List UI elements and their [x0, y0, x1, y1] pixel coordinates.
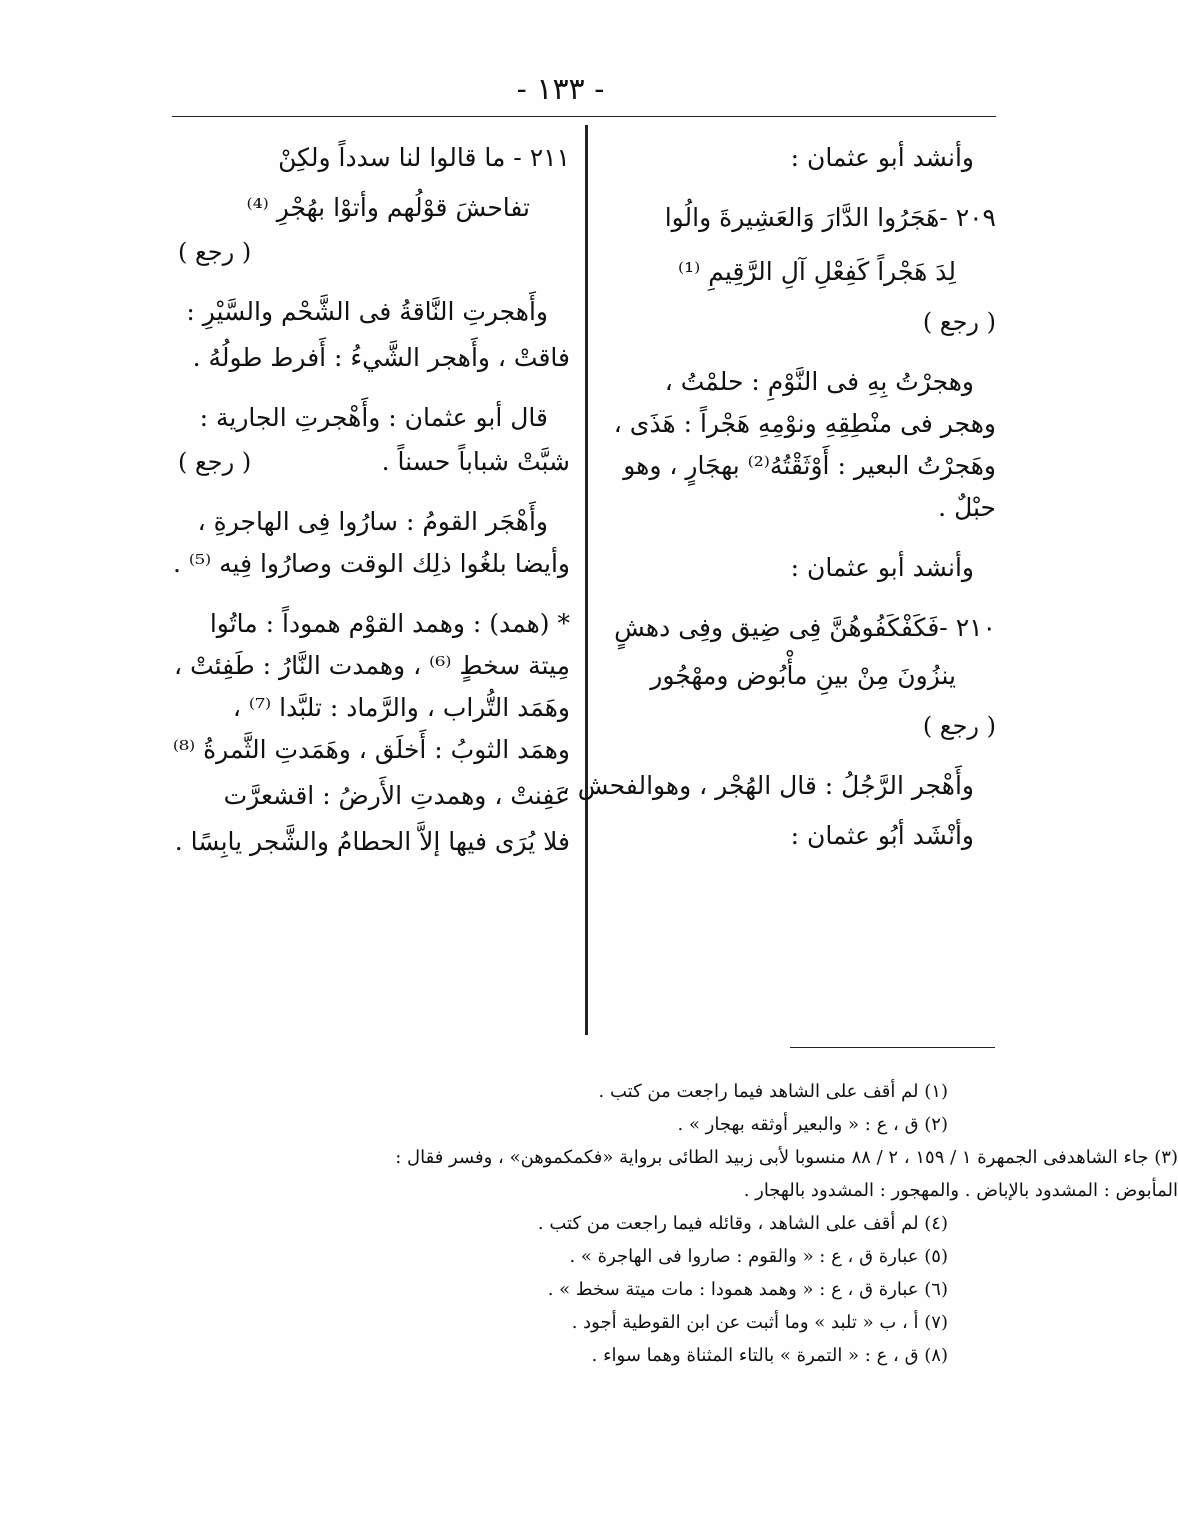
text-line: فاقتْ ، وأَهجر الشَّيءُ : أَفرط طولُهُ . [192, 343, 570, 372]
reference-tag: ( رجع ) [922, 308, 996, 336]
text-line: وأَهجرتِ النَّاقةُ فى الشَّحْم والسَّيْرِ : [186, 297, 548, 326]
text-line: عَفِنتْ ، وهمدتِ الأَرضُ : اقشعرَّت [223, 781, 570, 810]
text-line: وأنْشَد أبُو عثمان : [790, 821, 974, 850]
text-line-with-tag [178, 444, 570, 480]
reference-tag: ( رجع ) [922, 712, 996, 740]
verse-line: تفاحشَ قوْلُهم وأتوْا بهُجْرِ ⁽⁴⁾ [246, 193, 530, 222]
text-line: وهجر فى منْطِقِهِ ونوْمِهِ هَجْراً : هَذَى ، [613, 409, 996, 438]
footnote-continuation: المأبوض : المشدود بالإباض . والمهجور : المشدود بالهجار . [743, 1180, 1178, 1201]
text-fragment: شبَّتْ شباباً حسناً . [381, 447, 570, 476]
verse-line: ٢١١ - ما قالوا لنا سدداً ولكِنْ [278, 143, 570, 172]
footnote: (٣) جاء الشاهدفى الجمهرة ١ / ١٥٩ ، ٢ / ٨٨ منسوبا لأبى زبيد الطائى برواية «فكمكموهن» ، وفسر فقال : [395, 1147, 1178, 1168]
text-line: فلا يُرَى فيها إلاَّ الحطامُ والشَّجر يابِسًا . [174, 827, 570, 856]
text-line: وهَمَد التُّراب ، والرَّماد : تلبَّدا ⁽⁷⁾ ، [232, 693, 570, 722]
text-line: وهَجرْتُ البعير : أَوْثَقْتُهُ⁽²⁾ بهجَارٍ ، وهو [623, 451, 996, 480]
text-line: حبْلٌ . [938, 493, 996, 522]
verse-line: ينزُونَ مِنْ بينِ مأْبُوض ومهْجُور [650, 661, 956, 690]
verse-line: ٢١٠ -فَكَفْكَفُوهُنَّ فِى ضِيق وفِى دهشٍ [614, 613, 996, 642]
intro-line: وأنشد أبو عثمان : [790, 143, 974, 172]
footnote: (٤) لم أقف على الشاهد ، وقائله فيما راجعت من كتب . [537, 1213, 948, 1234]
footnotes [178, 1075, 1178, 1372]
right-column [561, 140, 996, 854]
verse-line: ٢٠٩ -هَجَرُوا الدَّارَ وَالعَشِيرةَ والُوا [664, 203, 996, 232]
text-line: وأَهْجر الرَّجُلُ : قال الهُجْر ، وهوالفحش ، [561, 771, 974, 800]
text-line: وأيضا بلغُوا ذلِك الوقت وصارُوا فِيه ⁽⁵⁾ . [172, 549, 570, 578]
header-rule [172, 116, 996, 117]
intro-line: وأنشد أبو عثمان : [790, 553, 974, 582]
text-line: قال أبو عثمان : وأَهْجرتِ الجارية : [199, 403, 548, 432]
text-line: مِيتة سخطٍ ⁽⁶⁾ ، وهمدت النَّارُ : طَفِئتْ ، [174, 651, 570, 680]
verse-line: لِدَ هَجْراً كَفِعْلِ آلِ الرَّقِيمِ ⁽¹⁾ [678, 257, 956, 286]
footnote: (٨) ق ، ع : « التمرة » بالتاء المثناة وهما سواء . [591, 1345, 948, 1366]
footnote: (١) لم أقف على الشاهد فيما راجعت من كتب . [598, 1081, 948, 1102]
reference-tag: ( رجع ) [178, 238, 252, 266]
text-line: وهمَد الثوبُ : أَخلَق ، وهَمَدتِ الثَّمرةُ ⁽⁸⁾ [172, 735, 570, 764]
footnote: (٦) عبارة ق ، ع : « وهمد همودا : مات ميتة سخط » . [547, 1279, 948, 1300]
reference-tag: ( رجع ) [178, 448, 252, 476]
left-column [172, 140, 570, 860]
footnote: (٢) ق ، ع : « والبعير أوثقه بهجار » . [677, 1114, 948, 1135]
footnote-rule [790, 1047, 995, 1048]
text-line: وأَهْجَر القومُ : سارُوا فِى الهاجرةِ ، [197, 507, 548, 536]
column-divider [585, 125, 588, 1035]
text-line: * (همد) : وهمد القوْم هموداً : ماتُوا [209, 609, 570, 638]
text-line: وهجرْتُ بِهِ فى النَّوْمِ : حلمْتُ ، [664, 367, 974, 396]
footnote: (٧) أ ، ب « تلبد » وما أثبت عن ابن القوطية أجود . [571, 1312, 948, 1333]
page-number: - ١٣٣ - [516, 72, 605, 107]
footnote: (٥) عبارة ق ، ع : « والقوم : صاروا فى الهاجرة » . [569, 1246, 948, 1267]
